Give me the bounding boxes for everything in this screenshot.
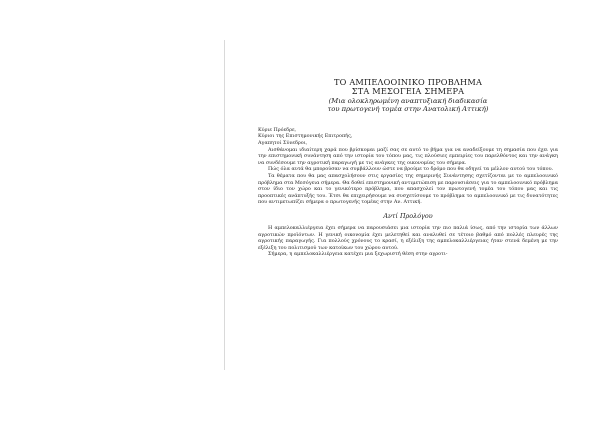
intro-paragraph: Τα θέματα που θα μας απασχολήσουν στις εργασίες της σημερινής Συνάντησης σχετίζονται με το αμπελοοινικό πρόβλημα στα Μεσόγεια σήμερα. Θα δοθεί επιστημονική αντιμετώπιση με παρουσιάσεις για το αμπελοοινικό πρόβλημα στον ίδιο τον χώρο και το γενικότερο πρόβλημα, που απασχολεί τον πρωτογενή τομέα του τόπου μας και τις προοπτικές ανάπτυξής του. Έτσι θα επιχειρήσουμε να συσχετίσουμε το πρόβλημα το αμπελοοινικό με τις δυνατότητες που αντιμετωπίζει σήμερα ο πρωτογενής τομέας στην Αν. Αττική. xyxy=(258,172,558,206)
document-subtitle-line: του πρωτογενή τομέα στην Ανατολική Αττική) xyxy=(327,104,489,113)
salutation-line: Κύριε Πρόεδρε, xyxy=(258,126,297,133)
document-title-line: ΣΤΑ ΜΕΣΟΓΕΙΑ ΣΗΜΕΡΑ xyxy=(351,86,465,97)
document-subtitle-line: (Μια ολοκληρωμένη αναπτυξιακή διαδικασία xyxy=(328,96,488,105)
document-title-block xyxy=(258,78,558,113)
body-paragraph: Η αμπελοκαλλιέργεια έχει σήμερα να παρουσιάσει μια ιστορία την πιο παλιά ίσως, από την ιστορία των άλλων αγροτικών προϊόντων. Η γενική οικονομία έχει μελετηθεί και αναλυθεί σε τέτοιο βαθμό από πολλές πλευρές της αγροτικής παραγωγής. Για πολλούς χρόνους το κρασί, η εξέλιξη της αμπελοκαλλιέργειας ήταν στενά δεμένη με την εξέλιξη του πολιτισμού των κατοίκων του χώρου αυτού. xyxy=(258,224,558,251)
salutation-block xyxy=(258,127,558,147)
section-heading: Αντί Προλόγου xyxy=(383,211,433,220)
intro-paragraph: Αισθάνομαι ιδιαίτερη χαρά που βρίσκομαι μαζί σας σε αυτό το βήμα για να αναδείξουμε τη σημασία που έχει για την επιστημονική συνάντηση από την ιστορία του τόπου μας, τις πλούσιες εμπειρίες του παρελθόντος και την ανάγκη να συνδέσουμε την αγροτική παραγωγή με τις ανάγκες της οικονομίας του σήμερα. xyxy=(258,146,558,166)
document-title-line: ΤΟ ΑΜΠΕΛΟΟΙΝΙΚΟ ΠΡΟΒΛΗΜΑ xyxy=(333,77,483,87)
text-column xyxy=(258,78,558,258)
page-gutter-divider xyxy=(224,40,225,370)
salutation-line: Κύριοι της Επιστημονικής Επιτροπής, xyxy=(258,133,353,140)
salutation-line: Αγαπητοί Σύνεδροι, xyxy=(258,140,308,146)
body-paragraph: Σήμερα, η αμπελοκαλλιέργεια κατέχει μια ξεχωριστή θέση στην αγροτι- xyxy=(268,251,448,258)
intro-paragraph: Πώς όλα αυτά θα μπορούσαν να συμβάλλουν ώστε να βρούμε το δρόμο που θα οδηγεί τα μέλλον αυτού του τόπου. xyxy=(268,166,554,173)
